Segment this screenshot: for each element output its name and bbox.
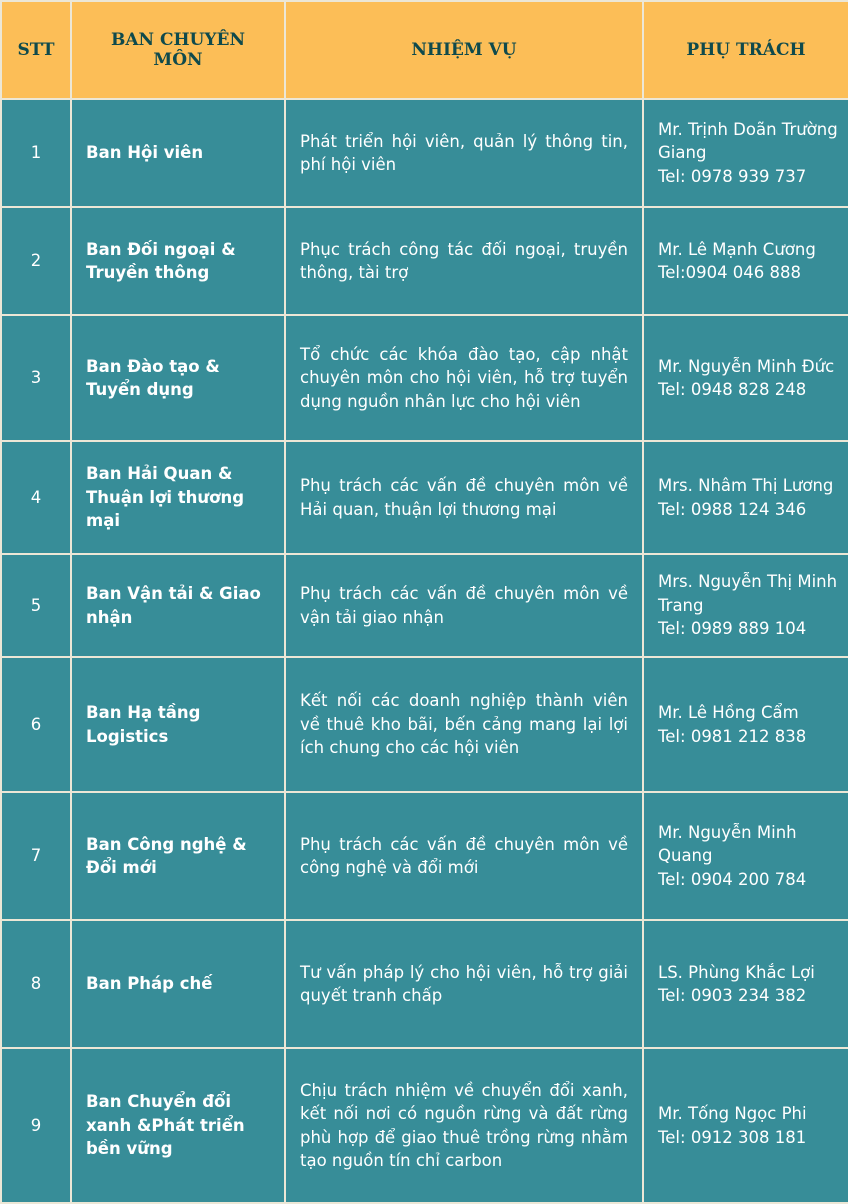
department-name: Ban Công nghệ & Đổi mới bbox=[71, 792, 285, 920]
table-header-row bbox=[1, 1, 848, 99]
table-row bbox=[1, 207, 848, 315]
person-tel: Tel: 0912 308 181 bbox=[658, 1127, 807, 1147]
person-tel: Tel: 0988 124 346 bbox=[658, 499, 807, 519]
header-stt: STT bbox=[1, 1, 71, 99]
department-name: Ban Hải Quan & Thuận lợi thương mại bbox=[71, 441, 285, 554]
duty-description: Chịu trách nhiệm về chuyển đổi xanh, kết nối nơi có nguồn rừng và đất rừng phù hợp để giao thuê trồng rừng nhằm tạo nguồn tín chỉ carbon bbox=[285, 1048, 643, 1203]
table-row bbox=[1, 441, 848, 554]
person-name: Mr. Tống Ngọc Phi bbox=[658, 1104, 807, 1123]
duty-description: Phục trách công tác đối ngoại, truyền thông, tài trợ bbox=[285, 207, 643, 315]
person-name: Mr. Nguyễn Minh Quang bbox=[658, 822, 797, 866]
person-name: Mr. Lê Hồng Cẩm bbox=[658, 703, 799, 722]
person-tel: Tel: 0903 234 382 bbox=[658, 986, 807, 1005]
person-tel: Tel: 0904 200 784 bbox=[658, 869, 807, 889]
department-name: Ban Đào tạo & Tuyển dụng bbox=[71, 315, 285, 441]
table-row bbox=[1, 99, 848, 207]
person-in-charge bbox=[643, 792, 848, 920]
person-name: Mrs. Nhâm Thị Lương bbox=[658, 476, 834, 495]
person-name: Mr. Lê Mạnh Cương bbox=[658, 239, 816, 259]
person-in-charge bbox=[643, 920, 848, 1048]
person-in-charge bbox=[643, 1048, 848, 1203]
department-name: Ban Hạ tầng Logistics bbox=[71, 657, 285, 792]
person-name: Mr. Trịnh Doãn Trường Giang bbox=[658, 119, 838, 163]
person-name: Mr. Nguyễn Minh Đức bbox=[658, 356, 835, 376]
row-number: 9 bbox=[1, 1048, 71, 1203]
department-name: Ban Pháp chế bbox=[71, 920, 285, 1048]
row-number: 3 bbox=[1, 315, 71, 441]
row-number: 5 bbox=[1, 554, 71, 657]
department-name: Ban Đối ngoại & Truyền thông bbox=[71, 207, 285, 315]
table-row bbox=[1, 1048, 848, 1203]
duty-description: Phụ trách các vấn đề chuyên môn về Hải quan, thuận lợi thương mại bbox=[285, 441, 643, 554]
person-in-charge bbox=[643, 441, 848, 554]
row-number: 4 bbox=[1, 441, 71, 554]
row-number: 7 bbox=[1, 792, 71, 920]
duty-description: Phụ trách các vấn đề chuyên môn về vận tải giao nhận bbox=[285, 554, 643, 657]
header-duty: NHIỆM VỤ bbox=[285, 1, 643, 99]
row-number: 1 bbox=[1, 99, 71, 207]
row-number: 8 bbox=[1, 920, 71, 1048]
header-department: BAN CHUYÊN MÔN bbox=[71, 1, 285, 99]
department-name: Ban Hội viên bbox=[71, 99, 285, 207]
person-in-charge bbox=[643, 657, 848, 792]
person-tel: Tel: 0978 939 737 bbox=[658, 166, 807, 186]
person-in-charge bbox=[643, 99, 848, 207]
table-row bbox=[1, 315, 848, 441]
person-in-charge bbox=[643, 207, 848, 315]
duty-description: Phụ trách các vấn đề chuyên môn về công nghệ và đổi mới bbox=[285, 792, 643, 920]
table-row bbox=[1, 792, 848, 920]
department-name: Ban Vận tải & Giao nhận bbox=[71, 554, 285, 657]
person-tel: Tel: 0989 889 104 bbox=[658, 619, 807, 639]
duty-description: Phát triển hội viên, quản lý thông tin, phí hội viên bbox=[285, 99, 643, 207]
row-number: 6 bbox=[1, 657, 71, 792]
duty-description: Tổ chức các khóa đào tạo, cập nhật chuyên môn cho hội viên, hỗ trợ tuyển dụng nguồn nhân lực cho hội viên bbox=[285, 315, 643, 441]
person-tel: Tel: 0981 212 838 bbox=[658, 726, 807, 746]
department-name: Ban Chuyển đổi xanh &Phát triển bền vững bbox=[71, 1048, 285, 1203]
person-tel: Tel:0904 046 888 bbox=[658, 263, 802, 282]
person-in-charge bbox=[643, 315, 848, 441]
table-row bbox=[1, 554, 848, 657]
person-tel: Tel: 0948 828 248 bbox=[658, 380, 807, 399]
table-row bbox=[1, 920, 848, 1048]
table-row bbox=[1, 657, 848, 792]
row-number: 2 bbox=[1, 207, 71, 315]
duty-description: Kết nối các doanh nghiệp thành viên về thuê kho bãi, bến cảng mang lại lợi ích chung cho các hội viên bbox=[285, 657, 643, 792]
person-name: LS. Phùng Khắc Lợi bbox=[658, 962, 815, 982]
header-in-charge: PHỤ TRÁCH bbox=[643, 1, 848, 99]
person-name: Mrs. Nguyễn Thị Minh Trang bbox=[658, 572, 838, 615]
duty-description: Tư vấn pháp lý cho hội viên, hỗ trợ giải quyết tranh chấp bbox=[285, 920, 643, 1048]
person-in-charge bbox=[643, 554, 848, 657]
